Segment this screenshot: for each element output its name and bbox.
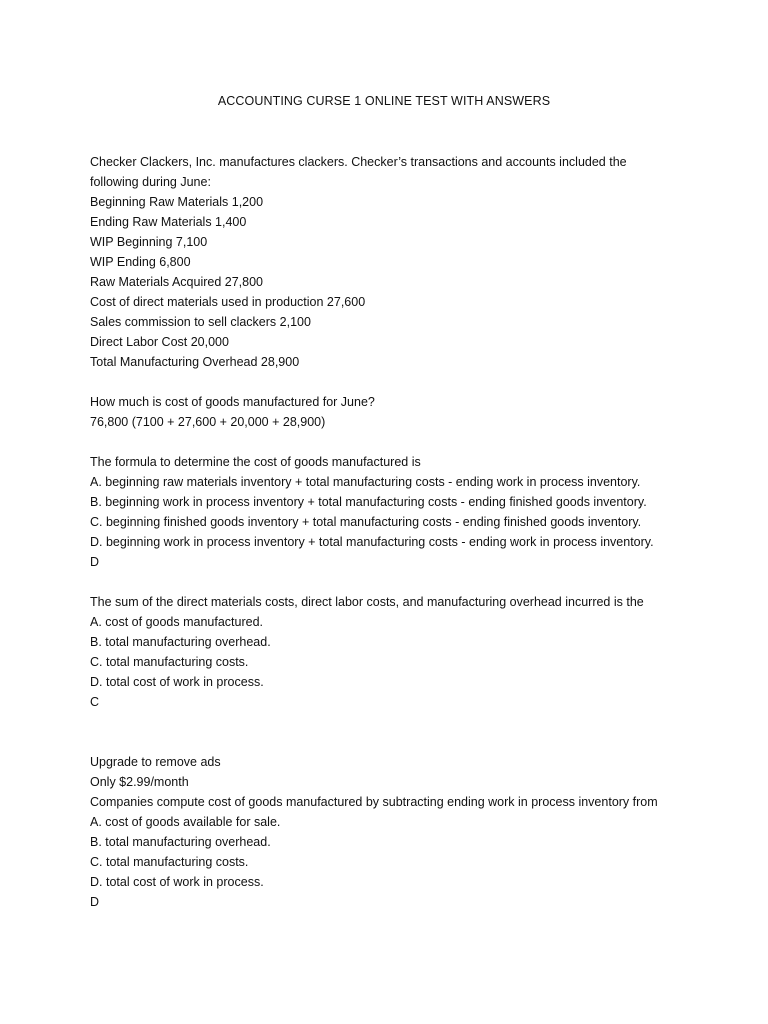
spacer — [90, 372, 710, 392]
document-title: ACCOUNTING CURSE 1 ONLINE TEST WITH ANSWERS — [217, 94, 551, 108]
option-2-a: A. beginning raw materials inventory + total manufacturing costs - ending work in process inventory. — [90, 475, 641, 489]
answer-1: 76,800 (7100 + 27,600 + 20,000 + 28,900) — [90, 415, 326, 429]
answer-4: D — [90, 895, 100, 909]
ad-upgrade-link[interactable]: Upgrade to remove ads — [90, 755, 221, 769]
ad-price: Only $2.99/month — [90, 775, 189, 789]
intro-line: Beginning Raw Materials 1,200 — [90, 195, 264, 209]
question-1: How much is cost of goods manufactured for June? — [90, 395, 375, 409]
intro-line: Checker Clackers, Inc. manufactures clackers. Checker’s transactions and accounts included the — [90, 155, 627, 169]
intro-line: following during June: — [90, 175, 211, 189]
option-3-a: A. cost of goods manufactured. — [90, 615, 264, 629]
option-4-b: B. total manufacturing overhead. — [90, 835, 271, 849]
answer-3: C — [90, 695, 100, 709]
spacer — [90, 432, 710, 452]
intro-line: Total Manufacturing Overhead 28,900 — [90, 355, 300, 369]
question-3: The sum of the direct materials costs, direct labor costs, and manufacturing overhead incurred is the — [90, 595, 644, 609]
question-2: The formula to determine the cost of goods manufactured is — [90, 455, 421, 469]
intro-line: Sales commission to sell clackers 2,100 — [90, 315, 311, 329]
option-4-d: D. total cost of work in process. — [90, 875, 264, 889]
intro-line: Ending Raw Materials 1,400 — [90, 215, 247, 229]
spacer — [90, 712, 710, 752]
option-4-a: A. cost of goods available for sale. — [90, 815, 281, 829]
answer-2: D — [90, 555, 100, 569]
intro-line: Raw Materials Acquired 27,800 — [90, 275, 264, 289]
option-3-d: D. total cost of work in process. — [90, 675, 264, 689]
option-3-c: C. total manufacturing costs. — [90, 655, 249, 669]
spacer — [90, 572, 710, 592]
intro-line: Direct Labor Cost 20,000 — [90, 335, 229, 349]
intro-line: WIP Ending 6,800 — [90, 255, 191, 269]
intro-line: Cost of direct materials used in production 27,600 — [90, 295, 366, 309]
option-4-c: C. total manufacturing costs. — [90, 855, 249, 869]
question-4: Companies compute cost of goods manufactured by subtracting ending work in process inventory from — [90, 795, 658, 809]
option-2-d: D. beginning work in process inventory + total manufacturing costs - ending work in process inventory. — [90, 535, 654, 549]
option-2-c: C. beginning finished goods inventory + total manufacturing costs - ending finished goods inventory. — [90, 515, 642, 529]
option-3-b: B. total manufacturing overhead. — [90, 635, 271, 649]
document-body — [90, 152, 710, 912]
intro-line: WIP Beginning 7,100 — [90, 235, 208, 249]
option-2-b: B. beginning work in process inventory + total manufacturing costs - ending finished goods inventory. — [90, 495, 647, 509]
